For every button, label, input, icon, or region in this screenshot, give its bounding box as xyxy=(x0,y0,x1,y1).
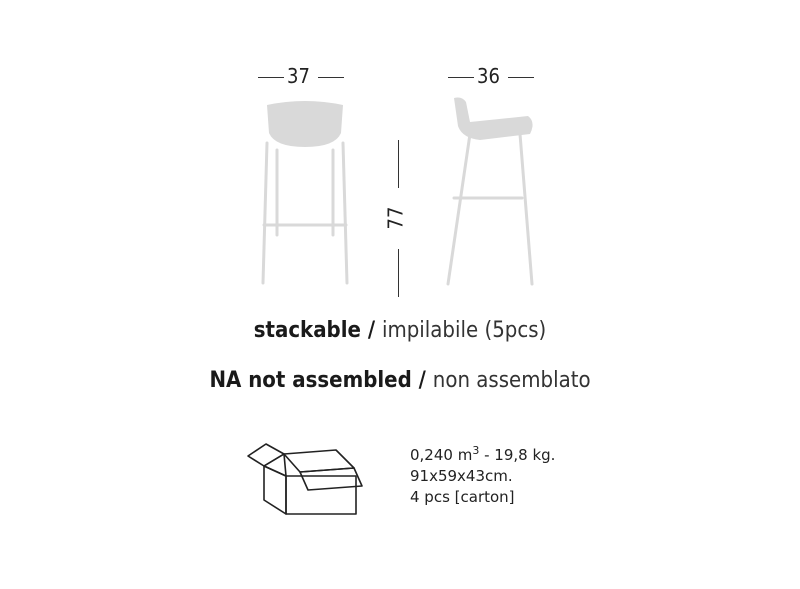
width-value: 37 xyxy=(287,64,310,88)
stool-side-view xyxy=(440,92,550,292)
stackable-separator: / xyxy=(360,318,382,343)
assembly-it: non assemblato xyxy=(432,368,591,393)
stool-front-view xyxy=(255,95,355,295)
stackable-line xyxy=(0,318,800,343)
stackable-en: stackable xyxy=(253,318,361,343)
packaging-quantity: 4 pcs [carton] xyxy=(410,488,515,506)
assembly-separator: / xyxy=(411,368,433,393)
packaging-weight: - 19,8 kg. xyxy=(479,446,556,464)
packaging-volume: 0,240 m xyxy=(410,446,473,464)
assembly-line xyxy=(0,368,800,393)
packaging-volume-exponent: 3 xyxy=(472,444,480,457)
depth-value: 36 xyxy=(477,64,500,88)
packaging-size: 91x59x43cm. xyxy=(410,467,513,485)
carton-box-icon xyxy=(244,440,366,518)
assembly-en: NA not assembled xyxy=(209,368,412,393)
packaging-volume-weight xyxy=(410,440,555,466)
height-value: 77 xyxy=(383,206,408,230)
packaging-info xyxy=(410,440,555,508)
stackable-it: impilabile (5pcs) xyxy=(381,318,547,343)
